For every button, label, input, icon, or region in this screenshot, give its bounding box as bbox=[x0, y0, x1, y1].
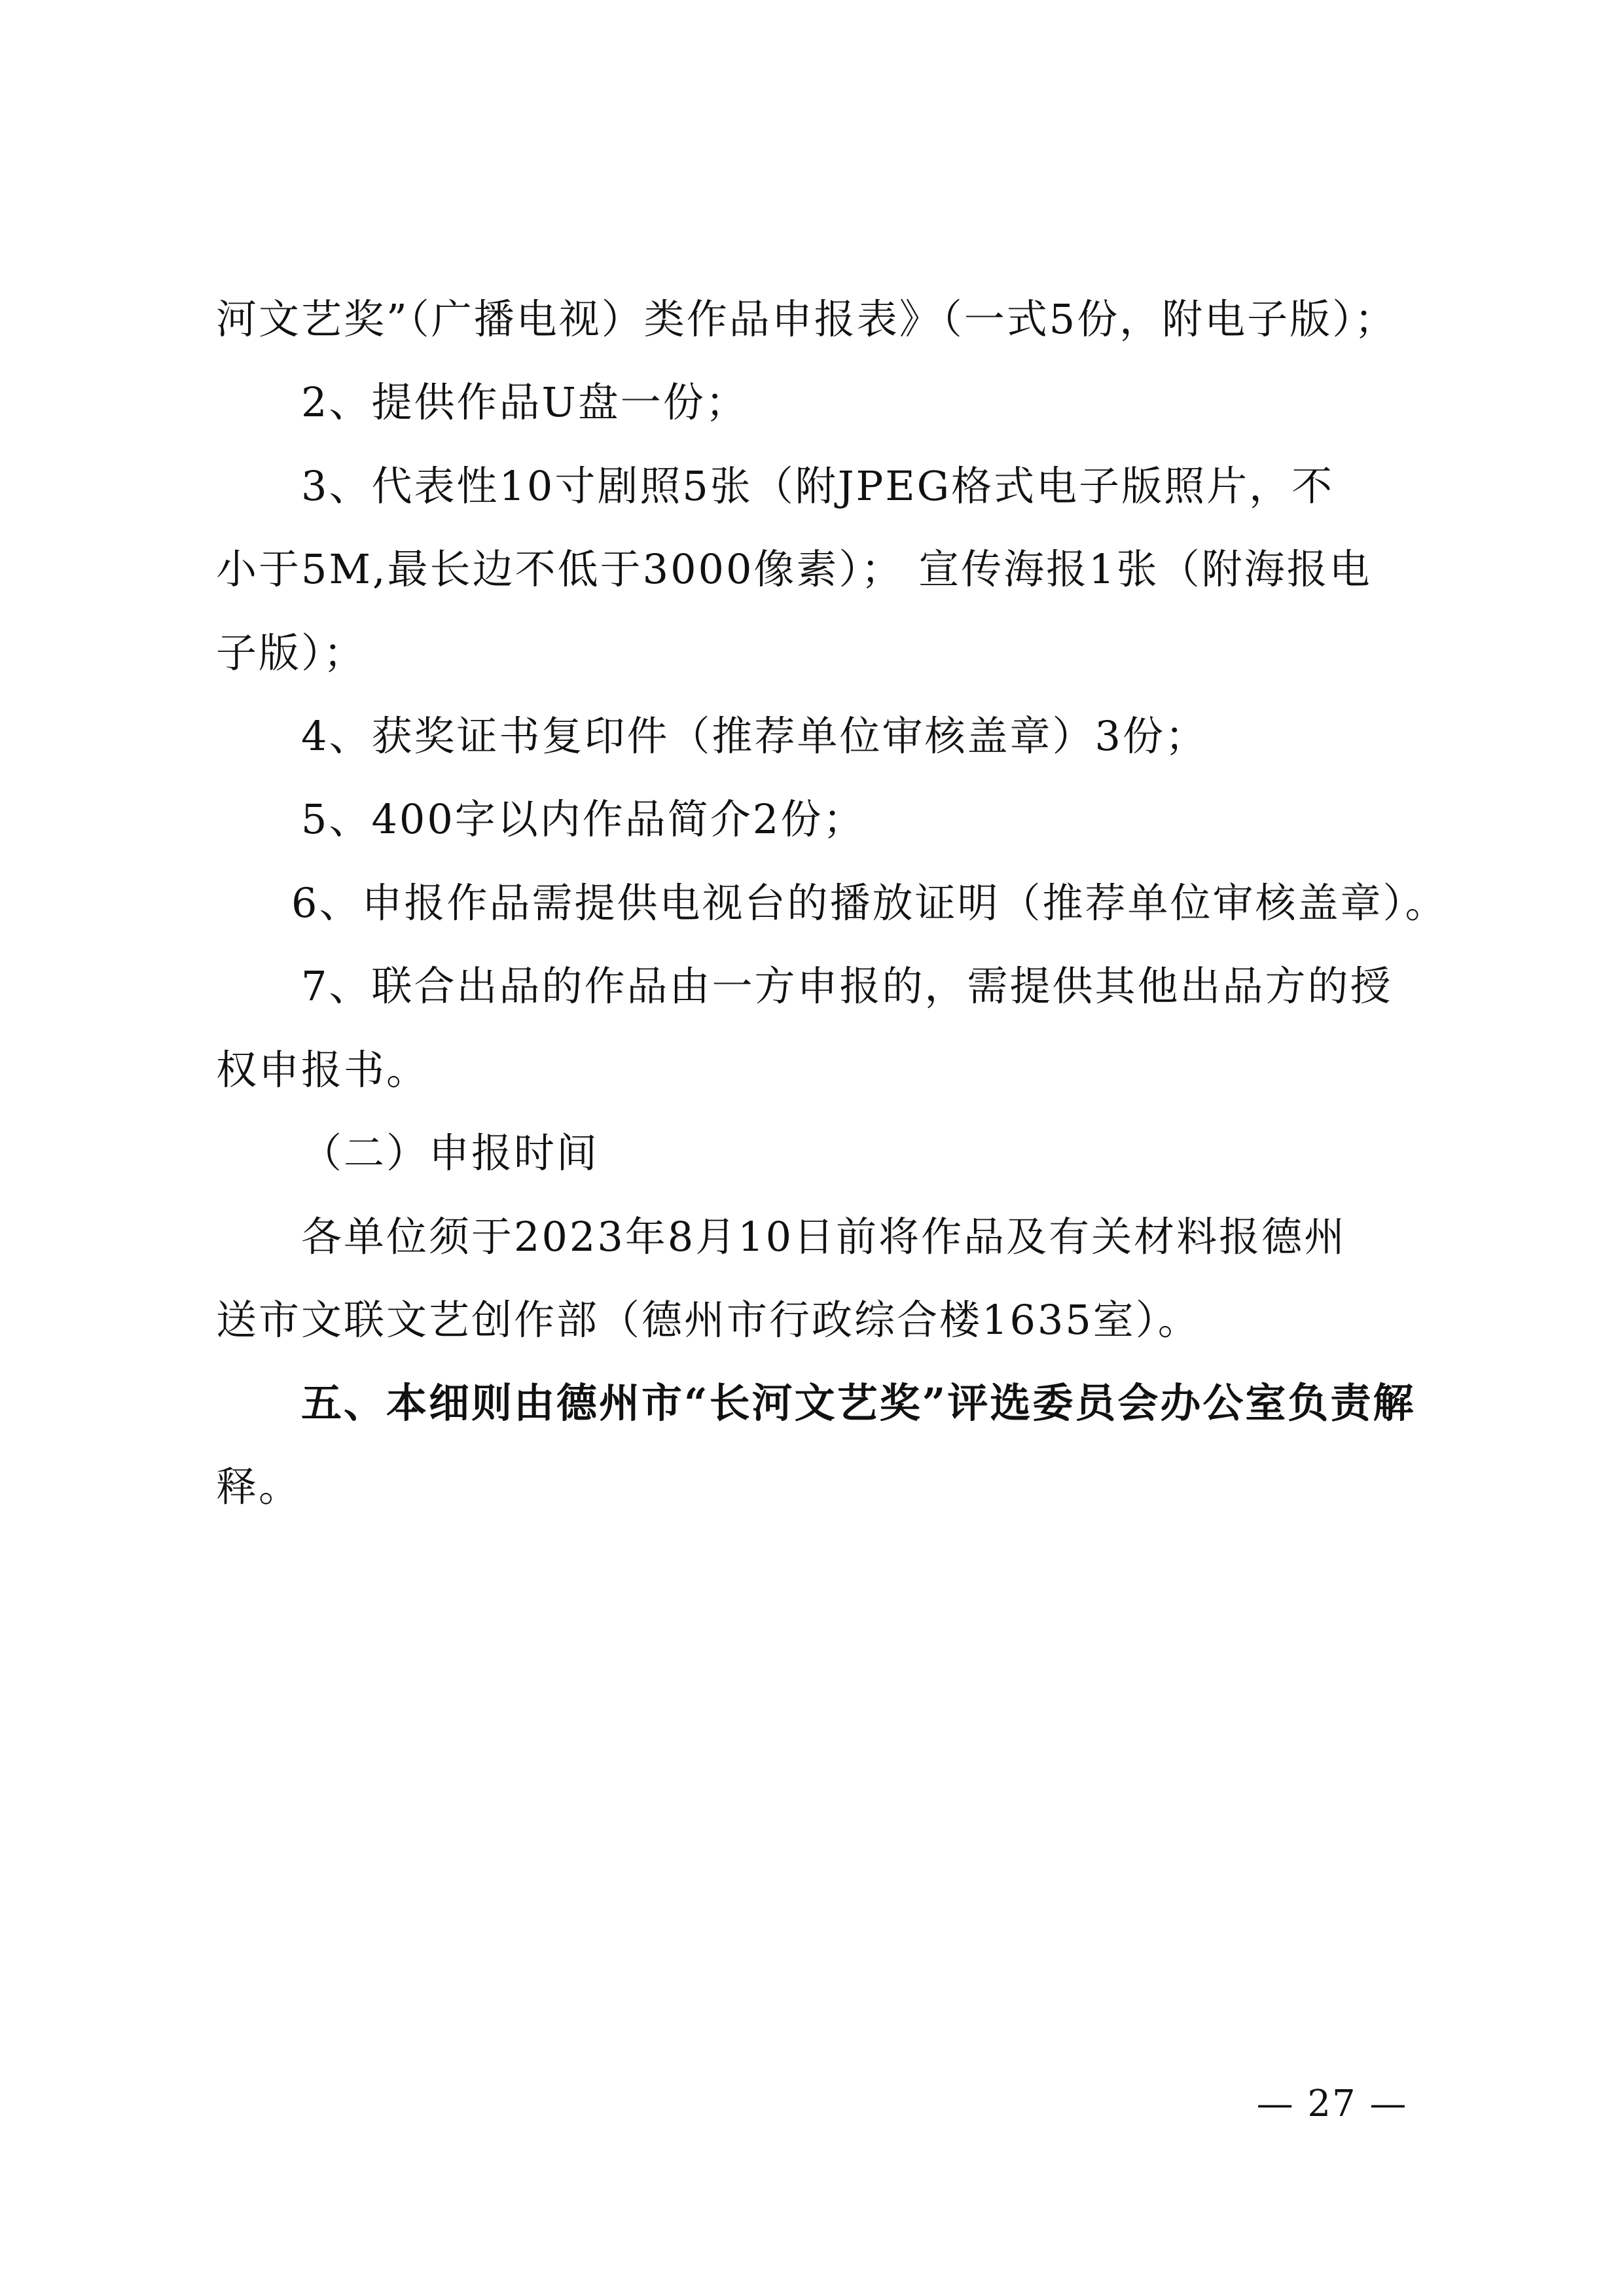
text-line-7: 5、400字以内作品简介2份； bbox=[301, 795, 866, 843]
text-line-13: 送市文联文艺创作部（德州市行政综合楼1635室）。 bbox=[216, 1296, 1200, 1344]
text-line-15: 释。 bbox=[216, 1463, 302, 1511]
text-line-1: 河文艺奖”（广播电视）类作品申报表》（一式5份，附电子版）； bbox=[216, 295, 1398, 343]
text-line-8: 6、申报作品需提供电视台的播放证明（推荐单位审核盖章）。 bbox=[291, 879, 1448, 927]
text-line-9: 7、联合出品的作品由一方申报的，需提供其他出品方的授 bbox=[301, 962, 1393, 1010]
text-line-12: 各单位须于2023年8月10日前将作品及有关材料报德州 bbox=[301, 1213, 1347, 1261]
subsection-heading: （二）申报时间 bbox=[301, 1129, 600, 1177]
section-five-line: 五、本细则由德州市“长河文艺奖”评选委员会办公室负责解 bbox=[301, 1379, 1416, 1427]
text-line-6: 4、获奖证书复印件（推荐单位审核盖章）3份； bbox=[301, 712, 1208, 760]
text-line-2: 2、提供作品U盘一份； bbox=[301, 378, 748, 426]
text-line-5: 子版）； bbox=[216, 629, 367, 677]
text-line-4: 小于5M,最长边不低于3000像素）； 宣传海报1张（附海报电 bbox=[216, 545, 1372, 593]
page-number: — 27 — bbox=[1256, 2083, 1408, 2125]
text-line-3: 3、代表性10寸剧照5张（附JPEG格式电子版照片，不 bbox=[301, 462, 1335, 510]
text-line-10: 权申报书。 bbox=[216, 1046, 429, 1094]
